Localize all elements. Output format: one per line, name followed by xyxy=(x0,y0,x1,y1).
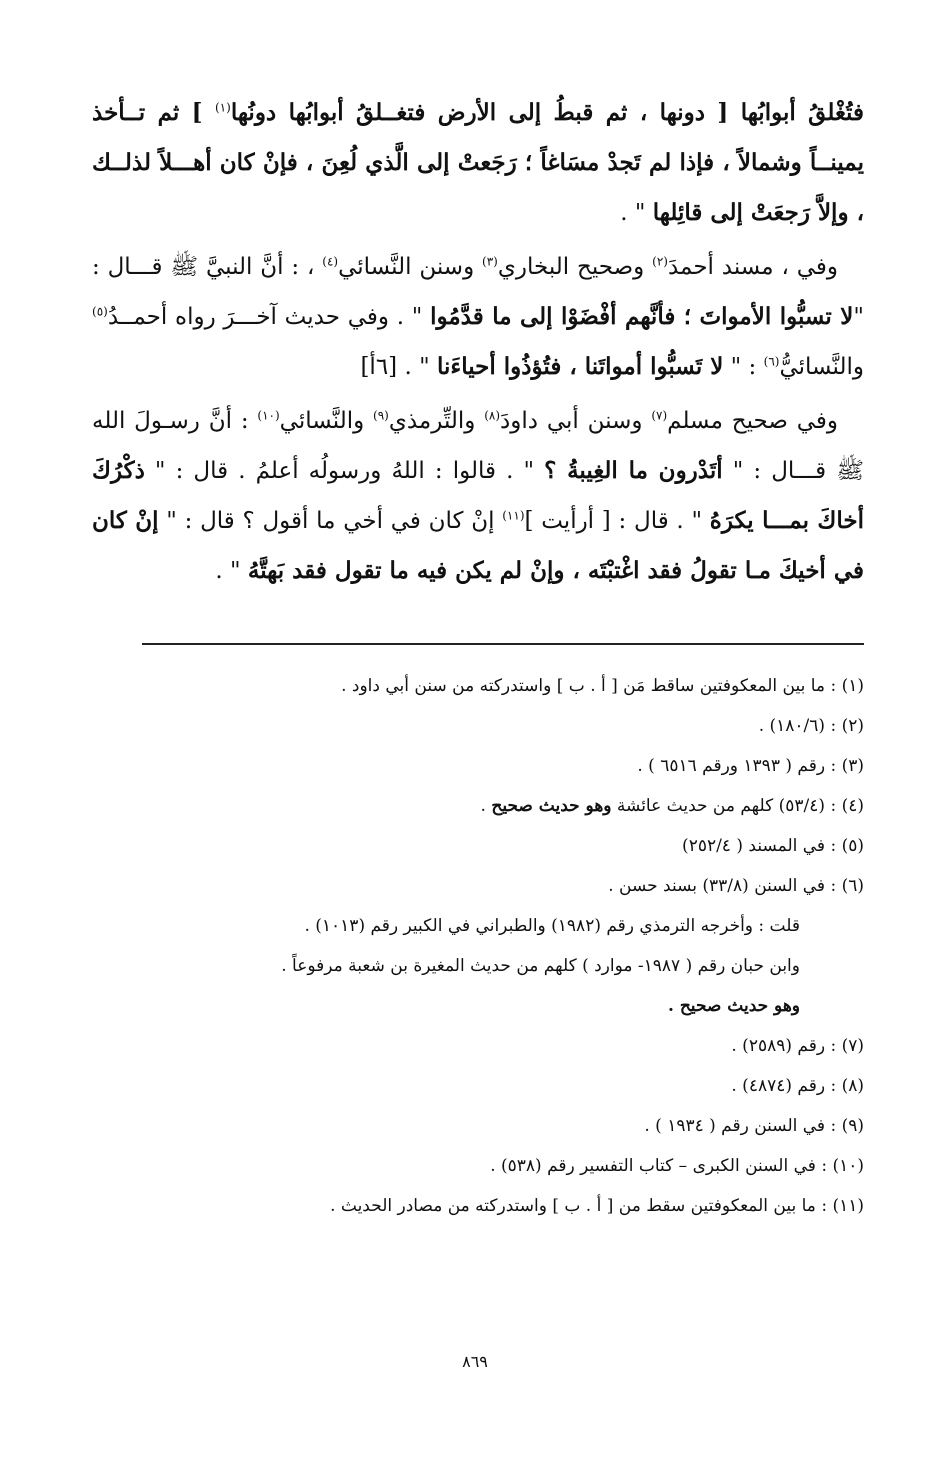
text-segment: والنَّسائيُّ xyxy=(779,354,864,380)
footnote-ref[interactable]: (٨) xyxy=(484,408,501,423)
text-segment: (٧) : رقم (٢٥٨٩) . xyxy=(731,1036,864,1056)
footnote-ref[interactable]: (١) xyxy=(214,100,231,115)
footnote-ref[interactable]: (١٠) xyxy=(257,408,280,423)
text-segment: " . xyxy=(215,558,248,584)
bold-text-segment: لا تسبُّوا الأمواتَ ؛ فأنَّهم أفْضَوْا إلى ما قدَّمُوا xyxy=(430,303,854,330)
text-segment: وسنن النَّسائي xyxy=(338,254,483,280)
text-segment: (٥) : في المسند ( ٢٥٢/٤) xyxy=(682,836,864,856)
footnotes xyxy=(92,666,864,1226)
text-segment: : أنَّ رسـولَ الله ﷺ قـــال : " xyxy=(92,408,865,484)
text-segment: (٤) : (٥٣/٤) كلهم من حديث عائشة xyxy=(611,796,864,816)
text-segment: (١١) : ما بين المعكوفتين سقط من [ أ . ب ] واستدركته من مصادر الحديث . xyxy=(330,1196,864,1216)
text-segment: وابن حبان رقم ( ١٩٨٧- موارد ) كلهم من حديث المغيرة بن شعبة مرفوعاً . xyxy=(281,956,800,976)
footnote-item xyxy=(92,706,864,746)
footnote-divider xyxy=(142,643,864,645)
text-segment: " . xyxy=(620,200,653,226)
text-segment: إنْ كان في أخي ما أقول ؟ قال : " xyxy=(158,508,503,534)
text-segment: (١) : ما بين المعكوفتين ساقط مَن [ أ . ب ] واستدركته من سنن أبي داود . xyxy=(341,676,864,696)
text-segment: " . وفي حديث آخـــرَ رواه أحمــدُ xyxy=(107,304,431,330)
page-number: ٨٦٩ xyxy=(462,1352,488,1371)
text-segment: (٣) : رقم ( ١٣٩٣ ورقم ٦٥١٦ ) . xyxy=(637,756,864,776)
text-segment: والنَّسائي xyxy=(279,408,374,434)
text-segment: " . قالوا : اللهُ ورسولُه أعلمُ . قال : " xyxy=(144,458,545,484)
text-segment: وفي ، مسند أحمدَ xyxy=(667,254,838,280)
paragraph-p3 xyxy=(92,396,864,596)
footnote-item xyxy=(92,1146,864,1186)
bold-text-segment: وهو حديث صحيح xyxy=(491,796,612,816)
text-segment: والتِّرمذي xyxy=(388,408,485,434)
footnote-ref[interactable]: (٤) xyxy=(322,254,339,269)
bold-text-segment: لا تَسبُّوا أمواتَنا ، فتُؤذُوا أحياءَنا xyxy=(436,353,724,380)
footnote-ref[interactable]: (٣) xyxy=(482,254,498,269)
footnote-ref[interactable]: (٩) xyxy=(373,408,389,423)
main-text xyxy=(92,88,864,600)
text-segment: (٦) : في السنن (٣٣/٨) بسند حسن . xyxy=(608,876,864,896)
text-segment: (١٠) : في السنن الكبرى – كتاب التفسير رقم (٥٣٨) . xyxy=(490,1156,864,1176)
footnote-ref[interactable]: (٢) xyxy=(652,254,668,269)
footnote-item xyxy=(92,1106,864,1146)
bold-text-segment: ] ثم تــأخذ يمينــاً وشمالاً ، فإذا لم تَجدْ مسَاغاً ؛ رَجَعتْ إلى الَّذي لُعِنَ ، فإنْ كان أهـــلاً لذلــك ، وإلاَّ رَجعَتْ إلى قائِلها xyxy=(92,99,864,226)
footnote-continuation xyxy=(92,906,864,946)
text-segment: (٢) : (١٨٠/٦) . xyxy=(758,716,864,736)
text-segment: " . قال : [ أرأيت ] xyxy=(524,508,710,534)
footnote-ref[interactable]: (٧) xyxy=(651,408,668,423)
text-segment: قلت : وأخرجه الترمذي رقم (١٩٨٢) والطبراني في الكبير رقم (١٠١٣) . xyxy=(304,916,800,936)
bold-text-segment: وهو حديث صحيح . xyxy=(668,996,800,1016)
footnote-item xyxy=(92,1186,864,1226)
footnote-item xyxy=(92,866,864,906)
paragraph-p1 xyxy=(92,88,864,238)
text-segment: " . [٦أ] xyxy=(360,354,437,380)
footnote-item xyxy=(92,666,864,706)
footnote-continuation xyxy=(92,946,864,986)
footnote-ref[interactable]: (١١) xyxy=(502,508,525,523)
text-segment: (٨) : رقم (٤٨٧٤) . xyxy=(731,1076,864,1096)
bold-text-segment: ذكْرُكَ أخاكَ بمـــا يكرَهُ xyxy=(92,457,864,534)
text-segment: وصحيح البخاري xyxy=(497,254,653,280)
footnote-item xyxy=(92,786,864,826)
footnote-continuation xyxy=(92,986,864,1026)
bold-text-segment: إنْ كان في أخيكَ مـا تقولُ فقد اغْتبْتَه ، وإنْ لم يكن فيه ما تقول فقد بَهتَّهُ xyxy=(92,507,864,584)
footnote-item xyxy=(92,1026,864,1066)
text-segment: . xyxy=(480,796,492,816)
bold-text-segment: أتَدْرون ما الغِيبةُ ؟ xyxy=(544,457,723,484)
text-segment: وسنن أبي داودَ xyxy=(500,408,652,434)
text-segment: (٩) : في السنن رقم ( ١٩٣٤ ) . xyxy=(644,1116,864,1136)
footnote-item xyxy=(92,1066,864,1106)
bold-text-segment: فتُغْلقُ أبوابُها [ دونها ، ثم قبطُ إلى الأرض فتغــلقُ أبوابُها دونُها xyxy=(230,99,864,126)
text-segment: : " xyxy=(723,354,764,380)
footnote-item xyxy=(92,746,864,786)
footnote-ref[interactable]: (٥) xyxy=(92,304,108,319)
footnote-ref[interactable]: (٦) xyxy=(763,354,780,369)
text-segment: ، : أنَّ النبيَّ ﷺ قـــال : " xyxy=(92,254,864,330)
text-segment: وفي صحيح مسلم xyxy=(667,408,838,434)
paragraph-p2 xyxy=(92,242,864,392)
footnote-item xyxy=(92,826,864,866)
